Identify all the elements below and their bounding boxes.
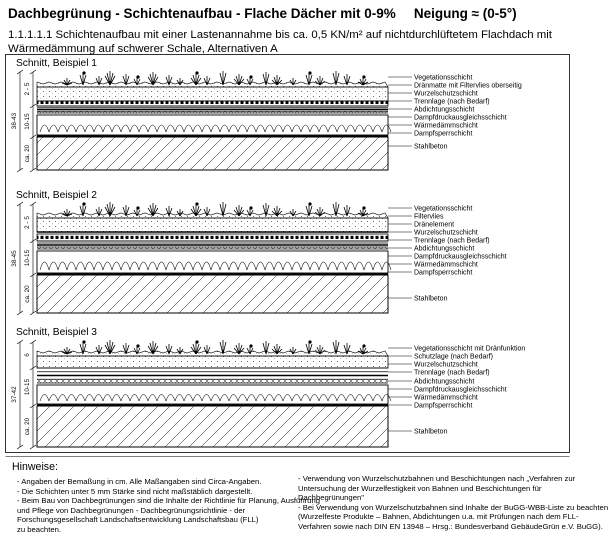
dimension-label: ca. 20 <box>24 417 31 436</box>
plant-flower <box>82 71 85 74</box>
pressure-equalization-layer <box>37 247 388 249</box>
layer-label: Stahlbeton <box>414 295 448 303</box>
total-dimension-label: 37-42 <box>11 386 18 403</box>
layer-label: Wurzelschutzschicht <box>414 361 478 369</box>
dimension-label: ca. 20 <box>24 144 31 163</box>
plant-tuft <box>62 209 72 216</box>
plant-flower <box>82 340 85 343</box>
title-slope: Neigung ≈ (0-5°) <box>413 6 517 21</box>
note-line: - Beim Bau von Dachbegrünungen sind die Inhalte der Richtlinie für Planung, Ausführung <box>17 496 320 505</box>
layer-label: Stahlbeton <box>414 143 448 151</box>
drain-mat-layer <box>37 101 388 106</box>
note-line: - Bei Verwendung von Wurzelschutzbahnen sind Inhalte der BuGG-WBB-Liste zu beachten <box>298 502 608 512</box>
layer-label: Wurzelschutzschicht <box>414 90 478 98</box>
plant-flower <box>308 202 311 205</box>
layer-label: Dampfdruckausgleichsschicht <box>414 253 507 261</box>
plant-tuft <box>220 340 226 354</box>
plant-flower <box>195 71 198 74</box>
layer-label: Stahlbeton <box>414 428 448 436</box>
dimension-label: 2 - 5 <box>24 82 31 96</box>
layer-label: Wärmedämmschicht <box>414 261 478 269</box>
concrete-slab <box>37 137 388 170</box>
layer-label: Dampfsperrschicht <box>414 402 473 410</box>
total-dimension-label: 38-45 <box>11 250 18 267</box>
note-line: Dachbegrünungen" <box>298 493 364 502</box>
note-line: - Verwendung von Wurzelschutzbahnen und Beschichtungen nach „Verfahren zur <box>298 474 576 483</box>
section-heading: Schnitt, Beispiel 1 <box>16 58 97 69</box>
dimension-label: 10-15 <box>24 249 31 267</box>
layer-label: Dampfdruckausgleichsschicht <box>414 114 507 122</box>
section-heading: Schnitt, Beispiel 2 <box>16 190 97 201</box>
note-line: Untersuchung der Wurzelfestigkeit von Bahnen und Beschichtungen für <box>298 483 542 493</box>
plant-flower <box>362 206 365 209</box>
plant-flower <box>136 344 139 347</box>
note-line: Verfahren sowie nach DIN EN 13948 – Hrsg.: Bundesverband GebäudeGrün e.V. BuGG). <box>298 521 603 531</box>
notes-heading: Hinweise: <box>12 461 58 473</box>
subtitle-line: Wärmedämmung auf schwerer Schale, Alternativen A <box>8 43 278 55</box>
layer-label: Dampfsperrschicht <box>414 130 473 138</box>
concrete-slab <box>37 275 388 313</box>
layer-label: Trennlage (nach Bedarf) <box>414 98 490 106</box>
layer-label: Abdichtungsschicht <box>414 106 475 114</box>
substrate-layer <box>37 218 388 232</box>
plant-flower <box>136 206 139 209</box>
plant-flower <box>308 71 311 74</box>
note-line: - Die Schichten unter 5 mm Stärke sind nicht maßstäblich dargestellt. <box>17 486 253 496</box>
plant-flower <box>195 202 198 205</box>
layer-label: Filtervlies <box>414 213 444 221</box>
total-dimension-label: 38-43 <box>11 112 18 130</box>
pressure-equalization-layer <box>37 379 388 383</box>
section-heading: Schnitt, Beispiel 3 <box>16 327 97 338</box>
plant-tuft <box>220 71 226 85</box>
plant-flower <box>249 206 252 209</box>
plant-flower <box>362 344 365 347</box>
layer-label: Wurzelschutzschicht <box>414 229 478 237</box>
dimension-label: 10-15 <box>24 378 31 396</box>
substrate-layer <box>37 87 388 101</box>
layer-label: Vegetationsschicht <box>414 205 473 213</box>
plant-flower <box>195 340 198 343</box>
pressure-equalization-layer <box>37 111 388 113</box>
layer-label: Vegetationsschicht <box>414 74 473 82</box>
substrate-layer <box>37 356 388 368</box>
layer-label: Abdichtungsschicht <box>414 245 475 253</box>
dimension-label: 2 - 5 <box>24 216 31 229</box>
layer-label: Wärmedämmschicht <box>414 394 478 402</box>
plant-flower <box>82 202 85 205</box>
layer-label: Trennlage (nach Bedarf) <box>414 369 490 377</box>
dimension-label: 10-15 <box>24 113 31 130</box>
subtitle-line: 1.1.1.1.1 Schichtenaufbau mit einer Lastenannahme bis ca. 0,5 KN/m² auf nichtdurchlüftetem Flachdach mit <box>8 29 552 41</box>
layer-label: Wärmedämmschicht <box>414 122 478 130</box>
notes-right <box>298 474 608 531</box>
title-main: Dachbegrünung - Schichtenaufbau - Flache Dächer mit 0-9% <box>8 6 396 21</box>
note-line: Forschungsgesellschaft Landschaftsentwicklung Landschaftsbau (FLL) <box>17 515 259 524</box>
dimension-label: ca. 20 <box>24 285 31 303</box>
plant-flower <box>308 340 311 343</box>
concrete-slab <box>37 406 388 447</box>
plant-tuft <box>62 78 72 85</box>
note-line: und Pflege von Dachbegrünungen - Dachbegrünungsrichtlinie - der <box>17 505 246 515</box>
note-line: (Wurzelfeste Produkte – Bahnen, Abdichtungen u.a. mit Prüfungen nach dem FLL- <box>298 512 579 521</box>
dimension-label: 6 <box>24 353 31 357</box>
layer-label: Vegetationsschicht mit Dränfunktion <box>414 345 526 353</box>
notes-left <box>17 477 320 534</box>
plant-flower <box>249 75 252 78</box>
note-line: zu beachten. <box>17 524 62 534</box>
plant-tuft <box>62 347 72 354</box>
layer-label: Dampfdruckausgleichsschicht <box>414 386 507 394</box>
layer-label: Schutzlage (nach Bedarf) <box>414 353 493 361</box>
layer-label: Dränmatte mit Filtervlies oberseitig <box>414 82 522 90</box>
plant-flower <box>249 344 252 347</box>
drain-element-layer <box>37 234 388 241</box>
layer-label: Dränelement <box>414 221 455 229</box>
layer-label: Abdichtungsschicht <box>414 378 475 386</box>
plant-flower <box>136 75 139 78</box>
layer-label: Dampfsperrschicht <box>414 269 473 277</box>
plant-tuft <box>220 202 226 216</box>
note-line: - Angaben der Bemaßung in cm. Alle Maßangaben sind Circa-Angaben. <box>17 477 262 486</box>
plant-flower <box>362 75 365 78</box>
layer-label: Trennlage (nach Bedarf) <box>414 237 490 245</box>
